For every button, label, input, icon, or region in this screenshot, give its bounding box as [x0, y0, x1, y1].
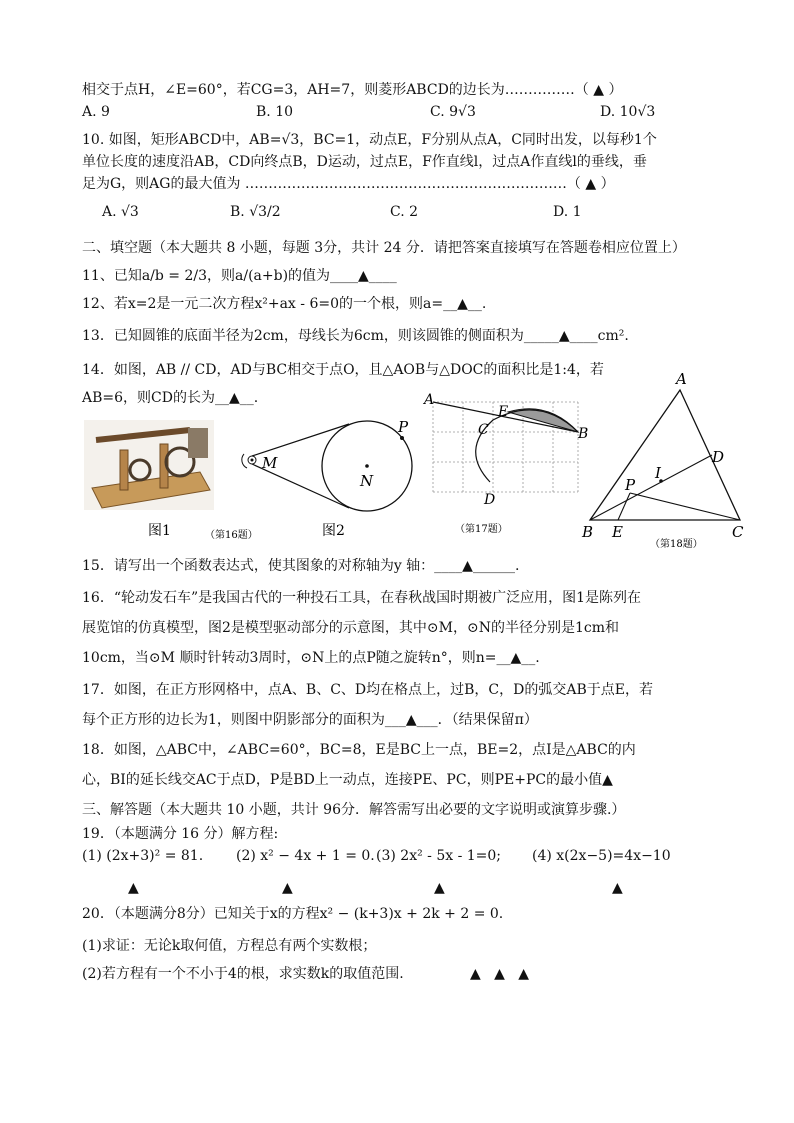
q9-choice-d: D. 10√3 — [600, 104, 656, 120]
q18-line2: 心，BI的延长线交AC于点D，P是BD上一动点，连接PE、PC，则PE+PC的最小值▲ — [82, 772, 613, 788]
q19-answer-mark-1: ▲ — [128, 880, 139, 896]
fig18-point-d: D — [712, 448, 725, 466]
fig18-point-a: A — [676, 370, 687, 388]
fig18-point-p: P — [625, 476, 636, 494]
wheel-belt-diagram — [242, 418, 412, 511]
fig18-point-b: B — [582, 523, 594, 541]
q10-choice-c: C. 2 — [390, 204, 419, 220]
section2-heading: 二、填空题（本大题共 8 小题，每题 3分，共计 24 分．请把答案直接填写在答题卷相应位置上） — [82, 240, 686, 256]
q9-choice-b: B. 10 — [256, 104, 294, 120]
fig17-label: （第17题） — [455, 524, 508, 535]
grid-arc-diagram — [422, 392, 588, 508]
q16-line3: 10cm，当⊙M 顺时针转动3周时，⊙N上的点P随之旋转n°，则n=__▲__. — [82, 650, 540, 666]
q10-line2: 单位长度的速度沿AB，CD向终点B，D运动，过点E，F作直线l，过点A作直线l的垂线，垂 — [82, 154, 647, 170]
q19-answer-mark-3: ▲ — [434, 880, 445, 896]
fig17-point-b: B — [578, 426, 589, 442]
q10-choice-d: D. 1 — [553, 204, 582, 220]
q10-line3: 足为G，则AG的最大值为 ……………………………………………………………（ ▲ ） — [82, 176, 615, 192]
fig18-point-c: C — [732, 523, 744, 541]
fig2-point-n: N — [360, 472, 374, 490]
fig17-point-a: A — [424, 392, 435, 408]
q18-line1: 18．如图，△ABC中，∠ABC=60°，BC=8，E是BC上一点，BE=2，点I是△ABC的内 — [82, 742, 636, 758]
catapult-model-image — [84, 420, 214, 510]
q9-line: 相交于点H，∠E=60°，若CG=3，AH=7，则菱形ABCD的边长为……………（ ▲ ） — [82, 82, 623, 98]
q20-answer-marks: ▲ ▲ ▲ — [470, 966, 530, 982]
q20-part1: (1)求证：无论k取何值，方程总有两个实数根； — [82, 938, 377, 954]
q12: 12、若x=2是一元二次方程x²+ax - 6=0的一个根，则a=__▲__. — [82, 296, 487, 312]
q10-line1: 10. 如图，矩形ABCD中，AB=√3，BC=1，动点E，F分别从点A，C同时出发，以每秒1个 — [82, 132, 657, 148]
triangle-incenter-diagram — [581, 370, 744, 541]
q10-choice-b: B. √3/2 — [230, 204, 281, 220]
q14-line1: 14．如图，AB // CD，AD与BC相交于点O，且△AOB与△DOC的面积比是1:4，若 — [82, 362, 604, 378]
q10-choice-a: A. √3 — [102, 204, 139, 220]
section3-heading: 三、解答题（本大题共 10 小题，共计 96分．解答需写出必要的文字说明或演算步骤.） — [82, 802, 626, 818]
fig17-point-c: C — [478, 422, 489, 438]
q9-choice-c: C. 9√3 — [430, 104, 476, 120]
q19-answer-mark-4: ▲ — [612, 880, 623, 896]
q9-choice-a: A. 9 — [82, 104, 110, 120]
q19-item-2: (2) x² − 4x + 1 = 0. — [236, 848, 375, 864]
fig2-point-m: M — [262, 454, 278, 472]
q16-line1: 16．“轮动发石车”是我国古代的一种投石工具，在春秋战国时期被广泛应用，图1是陈列在 — [82, 590, 642, 606]
fig16-label: （第16题） — [205, 530, 258, 541]
fig2-label: 图2 — [322, 523, 345, 539]
fig18-label: （第18题） — [650, 539, 703, 550]
fig2-point-p: P — [398, 418, 409, 436]
q19-title: 19．（本题满分 16 分）解方程: — [82, 826, 279, 842]
q15: 15．请写出一个函数表达式，使其图象的对称轴为y 轴：____▲______. — [82, 558, 520, 574]
fig18-point-e: E — [612, 523, 623, 541]
q13: 13．已知圆锥的底面半径为2cm，母线长为6cm，则该圆锥的侧面积为_____▲____cm². — [82, 328, 629, 344]
fig17-point-e: E — [498, 404, 509, 420]
q16-line2: 展览馆的仿真模型，图2是模型驱动部分的示意图，其中⊙M，⊙N的半径分别是1cm和 — [82, 620, 619, 636]
q11: 11、已知a/b = 2/3，则a/(a+b)的值为____▲____ — [82, 268, 397, 284]
q19-answer-mark-2: ▲ — [282, 880, 293, 896]
fig18-point-i: I — [655, 464, 661, 482]
q19-item-3: (3) 2x² - 5x - 1=0; — [376, 848, 502, 864]
q20-part2: (2)若方程有一个不小于4的根，求实数k的取值范围. — [82, 966, 404, 982]
q14-line2: AB=6，则CD的长为__▲__. — [82, 390, 259, 406]
q17-line2: 每个正方形的边长为1，则图中阴影部分的面积为___▲___．（结果保留π） — [82, 712, 538, 728]
q19-item-1: (1) (2x+3)² = 81. — [82, 848, 204, 864]
fig1-label: 图1 — [148, 523, 171, 539]
q17-line1: 17．如图，在正方形网格中，点A、B、C、D均在格点上，过B，C，D的弧交AB于点E，若 — [82, 682, 653, 698]
fig17-point-d: D — [484, 492, 496, 508]
q20-title: 20．（本题满分8分）已知关于x的方程x² − (k+3)x + 2k + 2 = 0. — [82, 906, 504, 922]
q19-item-4: (4) x(2x−5)=4x−10 — [532, 848, 671, 864]
